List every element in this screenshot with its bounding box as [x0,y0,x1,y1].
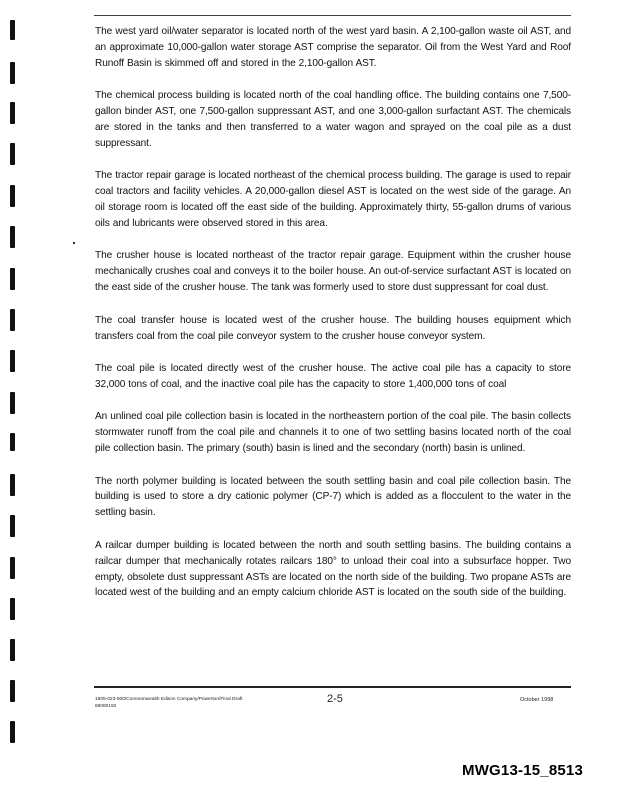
binding-hole [10,268,15,290]
paragraph-crusher-house: The crusher house is located northeast of the tractor repair garage. Equipment within the crusher house mechanically crushes coal and conveys it to the boiler house. An out-of-service surfactant AST is located on the east side of the crusher house. The tank was formerly used to store dust suppressant for coal dust. [95,250,571,294]
footer-rule [94,686,571,688]
binding-hole [10,557,15,579]
binding-hole [10,721,15,743]
binding-hole [10,433,15,451]
binding-hole [10,102,15,124]
document-id-stamp: MWG13-15_8513 [462,762,583,779]
paragraph-railcar-dumper-building: A railcar dumper building is located between the north and south settling basins. The building contains a railcar dumper that mechanically rotates railcars 180° to unload their coal into a subsurface hopper. Two empty, obsolete dust suppressant ASTs are located on the north side of the building. Two propane ASTs are located west of the building and an empty calcium chloride AST is located on the south side of the building. [95,539,571,599]
footer-reference-number: 68080192 [95,704,117,709]
footer-document-reference [95,696,325,710]
binding-hole [10,680,15,702]
binding-hole [10,515,15,537]
binding-hole [10,350,15,372]
paragraph-chemical-process-building: The chemical process building is located north of the coal handling office. The building contains one 7,500-gallon binder AST, one 7,500-gallon suppressant AST, and one 3,000-gallon surfactant AST. The chemicals are stored in the tanks and then transferred to a water wagon and sprayed on the coal pile as a dust suppressant. [95,90,571,149]
binding-hole [10,639,15,661]
paragraph-oil-water-separator: The west yard oil/water separator is located north of the west yard basin. A 2,100-gallon waste oil AST, and an approximate 10,000-gallon water storage AST comprise the separator. Oil from the West Yard and Roof Runoff Basin is skimmed off and stored in the 2,100-gallon AST. [95,26,571,69]
scan-speck [73,242,75,244]
paragraph-coal-pile: The coal pile is located directly west of the crusher house. The active coal pile has a capacity to store 32,000 tons of coal, and the inactive coal pile has the capacity to store 1,400,000 tons of coal [95,363,571,390]
footer-reference-line: 1805-023-500/Commonwealth Edison Company/Powerton/Final Draft [95,697,243,702]
paragraph-coal-transfer-house: The coal transfer house is located west of the crusher house. The building houses equipment which transfers coal from the coal pile conveyor system to the crusher house conveyor system. [95,314,571,342]
document-body [95,24,571,618]
page-number: 2-5 [327,693,343,705]
footer-date: October 1998 [520,697,554,703]
binding-hole [10,309,15,331]
paragraph-coal-pile-collection-basin: An unlined coal pile collection basin is located in the northeastern portion of the coal pile. The basin collects stormwater runoff from the coal pile and channels it to one of two settling basins located north of the coal pile collection basin. The primary (south) basin is lined and the secondary (north) basin is unlined. [95,411,571,455]
binding-hole [10,143,15,165]
binding-hole [10,392,15,414]
paragraph-tractor-repair-garage: The tractor repair garage is located northeast of the chemical process building. The garage is used to repair coal tractors and facility vehicles. A 20,000-gallon diesel AST is located on the west side of the garage. An oil storage room is located off the east side of the building. Approximately thirty, 55-gallon drums of various oils and lubricants were observed stored in this area. [95,170,571,230]
paragraph-north-polymer-building: The north polymer building is located between the south settling basin and coal pile collection basin. The building is used to store a dry cationic polymer (CP-7) which is added as a flocculent to the water in the settling basin. [95,475,571,519]
binding-hole [10,474,15,496]
top-rule [94,15,571,16]
binding-hole [10,226,15,248]
binding-hole [10,598,15,620]
binding-hole [10,185,15,207]
binding-hole [10,62,15,84]
binding-hole [10,20,15,40]
